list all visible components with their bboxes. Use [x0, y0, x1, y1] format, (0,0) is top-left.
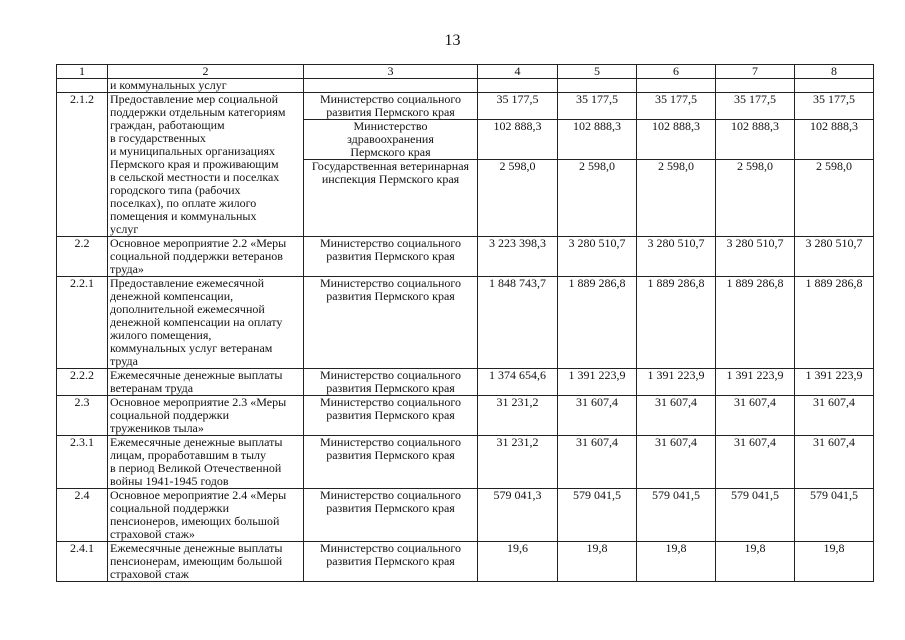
- value-cell: 3 280 510,7: [637, 237, 716, 277]
- value-cell: 2 598,0: [478, 160, 558, 237]
- row-description: Основное мероприятие 2.2 «Меры социальной поддержки ветеранов труда»: [108, 237, 304, 277]
- row-description: Ежемесячные денежные выплаты лицам, проработавшим в тылу в период Великой Отечественной войны 1941-1945 годов: [108, 436, 304, 489]
- column-header: 7: [716, 65, 795, 79]
- table-row: [57, 489, 874, 542]
- value-cell: 19,8: [795, 542, 874, 582]
- row-description: Предоставление ежемесячной денежной компенсации, дополнительной ежемесячной денежной компенсации на оплату жилого помещения, коммунальных услуг ветеранам труда: [108, 277, 304, 369]
- row-number: 2.3.1: [57, 436, 108, 489]
- value-cell: 1 391 223,9: [637, 369, 716, 396]
- row-number: 2.2.1: [57, 277, 108, 369]
- row-description: Ежемесячные денежные выплаты ветеранам труда: [108, 369, 304, 396]
- executor: Министерство социального развития Пермского края: [304, 277, 478, 369]
- table-row: [57, 93, 874, 120]
- row-number: 2.4: [57, 489, 108, 542]
- table-row: [57, 237, 874, 277]
- value-cell: 35 177,5: [478, 93, 558, 120]
- value-cell: 35 177,5: [558, 93, 637, 120]
- continuation-text: и коммунальных услуг: [108, 79, 304, 93]
- value-cell: 579 041,5: [795, 489, 874, 542]
- row-description: Предоставление мер социальной поддержки отдельным категориям граждан, работающим в государственных и муниципальных организациях Пермского края и проживающим в сельской местности и поселках городского типа (рабочих поселках), по оплате жилого помещения и коммунальных услуг: [108, 93, 304, 237]
- executor: Министерство социального развития Пермского края: [304, 369, 478, 396]
- column-header: 4: [478, 65, 558, 79]
- table-row: [57, 79, 874, 93]
- value-cell: 19,8: [637, 542, 716, 582]
- executor: Министерство социального развития Пермского края: [304, 436, 478, 489]
- value-cell: 2 598,0: [637, 160, 716, 237]
- value-cell: 1 889 286,8: [637, 277, 716, 369]
- value-cell: 102 888,3: [478, 120, 558, 160]
- value-cell: 31 607,4: [716, 436, 795, 489]
- column-header: 1: [57, 65, 108, 79]
- column-header-row: [57, 65, 874, 79]
- value-cell: 579 041,5: [558, 489, 637, 542]
- executor: Министерство социального развития Пермского края: [304, 237, 478, 277]
- value-cell: 31 231,2: [478, 436, 558, 489]
- value-cell: 2 598,0: [795, 160, 874, 237]
- value-cell: 35 177,5: [716, 93, 795, 120]
- executor: Министерство социального развития Пермского края: [304, 396, 478, 436]
- row-number: 2.4.1: [57, 542, 108, 582]
- value-cell: 3 223 398,3: [478, 237, 558, 277]
- value-cell: 1 889 286,8: [795, 277, 874, 369]
- value-cell: 1 848 743,7: [478, 277, 558, 369]
- value-cell: 102 888,3: [558, 120, 637, 160]
- value-cell: 35 177,5: [637, 93, 716, 120]
- value-cell: 19,8: [558, 542, 637, 582]
- table-row: [57, 436, 874, 489]
- value-cell: 2 598,0: [716, 160, 795, 237]
- value-cell: 1 889 286,8: [716, 277, 795, 369]
- executor: Министерство здравоохранения Пермского края: [304, 120, 478, 160]
- value-cell: 102 888,3: [716, 120, 795, 160]
- value-cell: 35 177,5: [795, 93, 874, 120]
- column-header: 6: [637, 65, 716, 79]
- table-row: [57, 277, 874, 369]
- value-cell: 102 888,3: [795, 120, 874, 160]
- row-number: 2.3: [57, 396, 108, 436]
- value-cell: 19,8: [716, 542, 795, 582]
- value-cell: 31 231,2: [478, 396, 558, 436]
- value-cell: 102 888,3: [637, 120, 716, 160]
- budget-table: [56, 64, 874, 582]
- value-cell: 31 607,4: [558, 436, 637, 489]
- executor: Государственная ветеринарная инспекция Пермского края: [304, 160, 478, 237]
- row-number: 2.2: [57, 237, 108, 277]
- table-row: [57, 396, 874, 436]
- value-cell: 1 391 223,9: [716, 369, 795, 396]
- column-header: 2: [108, 65, 304, 79]
- value-cell: 19,6: [478, 542, 558, 582]
- row-description: Основное мероприятие 2.4 «Меры социальной поддержки пенсионеров, имеющих большой страховой стаж»: [108, 489, 304, 542]
- value-cell: 31 607,4: [795, 396, 874, 436]
- row-description: Основное мероприятие 2.3 «Меры социальной поддержки тружеников тыла»: [108, 396, 304, 436]
- value-cell: 1 391 223,9: [558, 369, 637, 396]
- row-number: 2.2.2: [57, 369, 108, 396]
- value-cell: 1 374 654,6: [478, 369, 558, 396]
- executor: Министерство социального развития Пермского края: [304, 489, 478, 542]
- table-row: [57, 369, 874, 396]
- row-description: Ежемесячные денежные выплаты пенсионерам, имеющим большой страховой стаж: [108, 542, 304, 582]
- value-cell: 579 041,5: [637, 489, 716, 542]
- page-number: 13: [444, 32, 461, 49]
- value-cell: 3 280 510,7: [716, 237, 795, 277]
- column-header: 5: [558, 65, 637, 79]
- column-header: 8: [795, 65, 874, 79]
- value-cell: 579 041,3: [478, 489, 558, 542]
- executor: Министерство социального развития Пермского края: [304, 542, 478, 582]
- executor: Министерство социального развития Пермского края: [304, 93, 478, 120]
- table-row: [57, 542, 874, 582]
- row-number: 2.1.2: [57, 93, 108, 237]
- value-cell: 31 607,4: [795, 436, 874, 489]
- value-cell: 579 041,5: [716, 489, 795, 542]
- value-cell: 31 607,4: [716, 396, 795, 436]
- value-cell: 2 598,0: [558, 160, 637, 237]
- value-cell: 31 607,4: [637, 396, 716, 436]
- column-header: 3: [304, 65, 478, 79]
- value-cell: 1 391 223,9: [795, 369, 874, 396]
- value-cell: 3 280 510,7: [795, 237, 874, 277]
- value-cell: 31 607,4: [558, 396, 637, 436]
- value-cell: 3 280 510,7: [558, 237, 637, 277]
- value-cell: 31 607,4: [637, 436, 716, 489]
- value-cell: 1 889 286,8: [558, 277, 637, 369]
